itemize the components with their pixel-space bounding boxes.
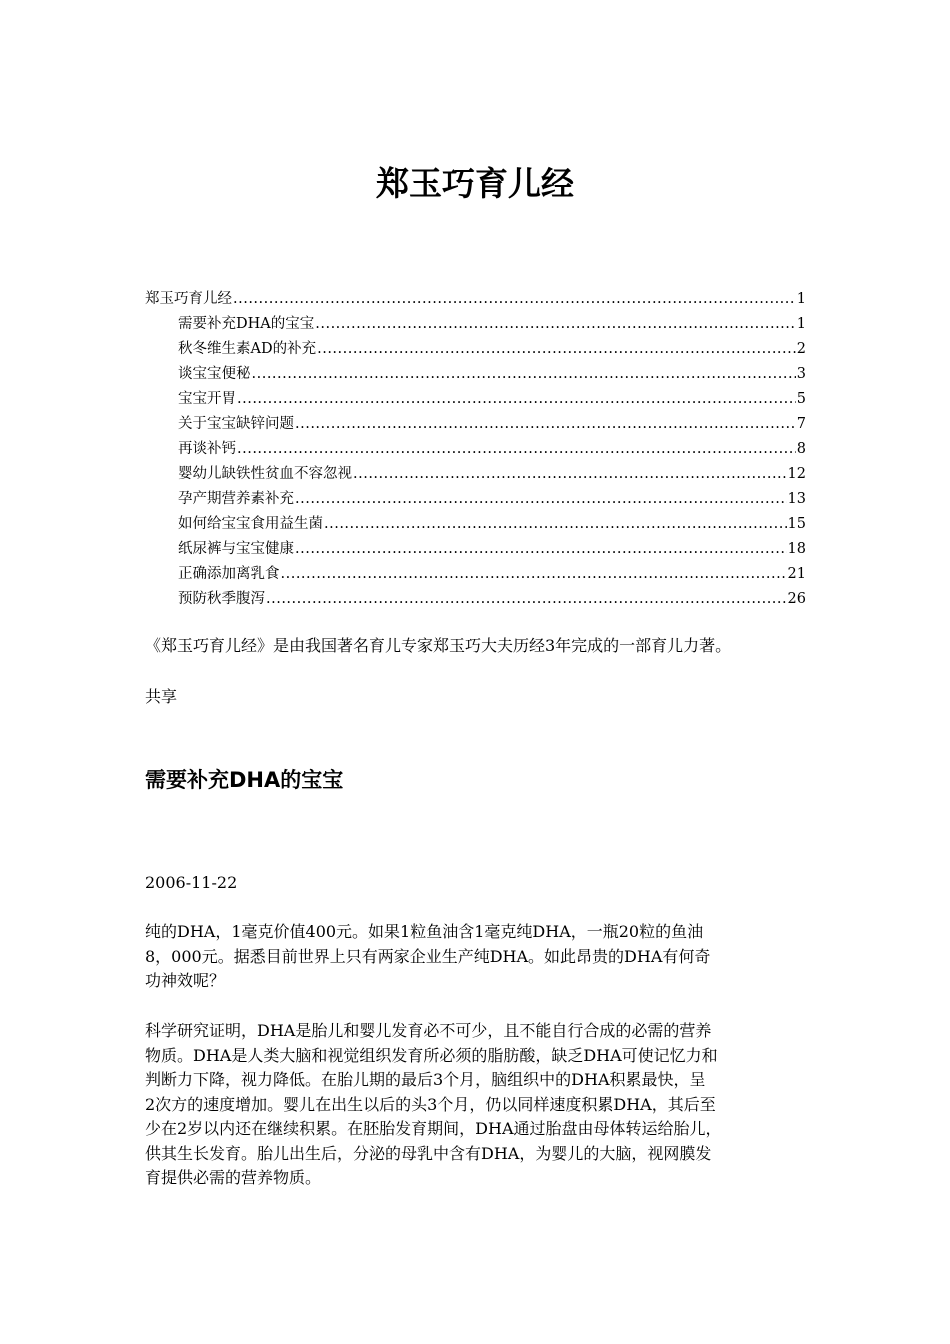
toc-leader-dots bbox=[315, 312, 796, 337]
toc-entry-label: 预防秋季腹泻 bbox=[178, 591, 265, 607]
toc-entry-label: 谈宝宝便秘 bbox=[178, 366, 251, 382]
toc-entry[interactable] bbox=[145, 562, 806, 587]
section-date: 2006-11-22 bbox=[145, 873, 238, 892]
toc-entry-page: 7 bbox=[796, 416, 806, 432]
document-title: 郑玉巧育儿经 bbox=[376, 164, 574, 203]
toc-entry[interactable] bbox=[145, 437, 806, 462]
toc-leader-dots bbox=[252, 362, 796, 387]
toc-entry[interactable] bbox=[145, 412, 806, 437]
section-heading: 需要补充DHA的宝宝 bbox=[145, 768, 344, 792]
paragraph-line: 科学研究证明，DHA是胎儿和婴儿发育必不可少，且不能自行合成的必需的营养 bbox=[145, 1021, 712, 1040]
paragraph-line: 判断力下降，视力降低。在胎儿期的最后3个月，脑组织中的DHA积累最快，呈 bbox=[145, 1070, 706, 1089]
toc-leader-dots bbox=[281, 562, 787, 587]
toc-entry-label: 秋冬维生素AD的补充 bbox=[178, 341, 317, 357]
toc-entry-label: 纸尿裤与宝宝健康 bbox=[178, 541, 294, 557]
paragraph-line: 功神效呢？ bbox=[145, 971, 226, 990]
share-label: 共享 bbox=[145, 687, 178, 706]
toc-entry[interactable] bbox=[145, 587, 806, 612]
toc-entry-label: 需要补充DHA的宝宝 bbox=[178, 316, 315, 332]
body-paragraph-1 bbox=[145, 920, 810, 994]
toc-leader-dots bbox=[237, 437, 796, 462]
toc-entry-page: 2 bbox=[796, 341, 806, 357]
toc-entry[interactable] bbox=[145, 362, 806, 387]
toc-entry[interactable] bbox=[145, 537, 806, 562]
paragraph-line: 2次方的速度增加。婴儿在出生以后的头3个月，仍以同样速度积累DHA，其后至 bbox=[145, 1094, 716, 1114]
toc-leader-dots bbox=[233, 287, 796, 312]
toc-entry[interactable] bbox=[145, 312, 806, 337]
paragraph-line: 物质。DHA是人类大脑和视觉组织发育所必须的脂肪酸，缺乏DHA可使记忆力和 bbox=[145, 1045, 718, 1065]
toc-entry-page: 1 bbox=[796, 291, 806, 307]
toc-entry[interactable] bbox=[145, 287, 806, 312]
toc-entry-page: 13 bbox=[787, 491, 806, 507]
toc-entry-page: 5 bbox=[796, 391, 806, 407]
toc-leader-dots bbox=[266, 587, 787, 612]
toc-entry-page: 26 bbox=[787, 591, 806, 607]
toc-entry-label: 宝宝开胃 bbox=[178, 391, 236, 407]
toc-entry[interactable] bbox=[145, 512, 806, 537]
toc-entry[interactable] bbox=[145, 387, 806, 412]
toc-entry-label: 再谈补钙 bbox=[178, 441, 236, 457]
toc-leader-dots bbox=[237, 387, 796, 412]
paragraph-line: 纯的DHA，1毫克价值400元。如果1粒鱼油含1毫克纯DHA，一瓶20粒的鱼油 bbox=[145, 922, 704, 941]
toc-entry[interactable] bbox=[145, 337, 806, 362]
toc-leader-dots bbox=[295, 537, 787, 562]
toc-entry-label: 正确添加离乳食 bbox=[178, 566, 280, 582]
table-of-contents bbox=[145, 287, 806, 612]
toc-entry-page: 18 bbox=[787, 541, 806, 557]
toc-leader-dots bbox=[295, 487, 787, 512]
toc-entry-page: 12 bbox=[787, 466, 806, 482]
toc-leader-dots bbox=[295, 412, 796, 437]
toc-entry-label: 孕产期营养素补充 bbox=[178, 491, 294, 507]
toc-entry-label: 郑玉巧育儿经 bbox=[145, 291, 232, 307]
toc-entry-label: 如何给宝宝食用益生菌 bbox=[178, 516, 323, 532]
toc-entry-label: 关于宝宝缺锌问题 bbox=[178, 416, 294, 432]
toc-entry-page: 15 bbox=[787, 516, 806, 532]
body-paragraph-2 bbox=[145, 1019, 810, 1191]
paragraph-line: 少在2岁以内还在继续积累。在胚胎发育期间，DHA通过胎盘由母体转运给胎儿， bbox=[145, 1119, 722, 1138]
toc-entry-page: 3 bbox=[796, 366, 806, 382]
toc-entry[interactable] bbox=[145, 462, 806, 487]
toc-leader-dots bbox=[353, 462, 787, 487]
toc-leader-dots bbox=[317, 337, 796, 362]
toc-entry-label: 婴幼儿缺铁性贫血不容忽视 bbox=[178, 466, 352, 482]
toc-entry[interactable] bbox=[145, 487, 806, 512]
toc-entry-page: 1 bbox=[796, 316, 806, 332]
toc-entry-page: 8 bbox=[796, 441, 806, 457]
intro-paragraph: 《郑玉巧育儿经》是由我国著名育儿专家郑玉巧大夫历经3年完成的一部育儿力著。 bbox=[145, 636, 732, 655]
paragraph-line: 8，000元。据悉目前世界上只有两家企业生产纯DHA。如此昂贵的DHA有何奇 bbox=[145, 946, 711, 966]
paragraph-line: 育提供必需的营养物质。 bbox=[145, 1168, 322, 1187]
toc-leader-dots bbox=[324, 512, 787, 537]
toc-entry-page: 21 bbox=[787, 566, 806, 582]
paragraph-line: 供其生长发育。胎儿出生后，分泌的母乳中含有DHA，为婴儿的大脑，视网膜发 bbox=[145, 1143, 712, 1163]
